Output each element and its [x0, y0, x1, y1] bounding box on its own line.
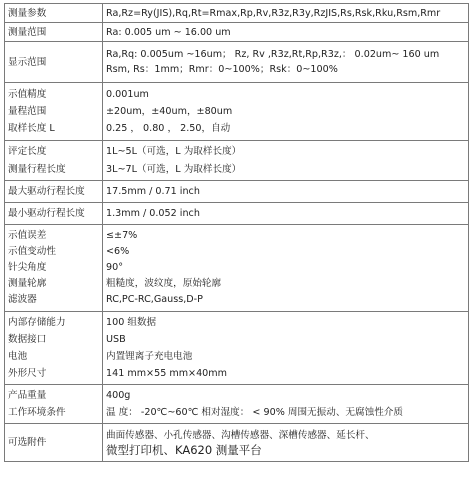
spec-value: 141 mm×55 mm×40mm: [106, 368, 227, 379]
spec-value: 3L~7L（可选，L 为取样长度）: [106, 163, 242, 175]
spec-value: 90°: [106, 262, 124, 273]
spec-value-cell: [103, 424, 469, 462]
spec-value-cell: [103, 203, 469, 225]
spec-label: 数据接口: [8, 334, 47, 345]
spec-table: [4, 3, 469, 462]
spec-row: [5, 23, 469, 42]
spec-label: 电池: [8, 351, 28, 362]
spec-row: [5, 181, 469, 203]
spec-row: [5, 141, 469, 181]
spec-label: 测量范围: [8, 26, 47, 38]
spec-value: 100 组数据: [106, 317, 157, 328]
spec-value: RC,PC-RC,Gauss,D-P: [106, 294, 203, 305]
spec-label: 测量参数: [8, 7, 47, 19]
spec-label-cell: [5, 23, 103, 42]
spec-value: 1L~5L（可选，L 为取样长度）: [106, 146, 242, 157]
spec-label-cell: [5, 385, 103, 424]
spec-label: 最小驱动行程长度: [8, 208, 85, 219]
spec-value: 粗糙度，波纹度，原始轮廓: [106, 278, 222, 289]
spec-row: [5, 385, 469, 424]
spec-value: ≤±7%: [106, 230, 138, 241]
spec-label-cell: [5, 4, 103, 23]
spec-value: <6%: [106, 246, 130, 257]
spec-value: 1.3mm / 0.052 inch: [106, 208, 200, 219]
spec-value: USB: [106, 334, 126, 345]
spec-value: Ra,Rz=Ry(JIS),Rq,Rt=Rmax,Rp,Rv,R3z,R3y,RzJIS,Rs,Rsk,Rku,Rsm,Rmr: [106, 7, 441, 19]
spec-label: 可选附件: [8, 437, 47, 448]
spec-label: 外形尺寸: [8, 368, 47, 379]
spec-value-cell: [103, 4, 469, 23]
spec-value-cell: [103, 181, 469, 203]
spec-label: 内部存储能力: [8, 317, 66, 328]
spec-label: 产品重量: [8, 390, 47, 401]
spec-label: 量程范围: [8, 106, 47, 117]
spec-label: 评定长度: [8, 146, 47, 157]
spec-label: 测量行程长度: [8, 163, 66, 175]
spec-value: 0.001um: [106, 89, 149, 100]
spec-label: 最大驱动行程长度: [8, 186, 85, 197]
spec-value-cell: [103, 23, 469, 42]
spec-label: 测量轮廓: [8, 278, 47, 289]
spec-label-cell: [5, 42, 103, 83]
spec-label: 示值变动性: [8, 246, 56, 257]
spec-label-cell: [5, 83, 103, 141]
spec-value: ±20um，±40um，±80um: [106, 106, 233, 117]
spec-value: Ra,Rq: 0.005um ~16um； Rz, Rv ,R3z,Rt,Rp,R3z,： 0.02um~ 160 um: [106, 49, 440, 60]
spec-value-cell: [103, 42, 469, 83]
spec-label: 示值精度: [8, 89, 47, 100]
spec-value: 17.5mm / 0.71 inch: [106, 186, 200, 197]
spec-value: 温 度： -20℃~60℃ 相对湿度： < 90% 周围无振动、无腐蚀性介质: [106, 407, 403, 418]
spec-label-cell: [5, 312, 103, 385]
spec-value-cell: [103, 225, 469, 312]
spec-label-cell: [5, 181, 103, 203]
spec-value-cell: [103, 141, 469, 181]
spec-value: 内置锂离子充电电池: [106, 351, 193, 362]
spec-value: 微型打印机、KA620 测量平台: [106, 442, 262, 457]
spec-label-cell: [5, 225, 103, 312]
spec-label-cell: [5, 141, 103, 181]
spec-value-cell: [103, 312, 469, 385]
spec-label-cell: [5, 203, 103, 225]
spec-label: 针尖角度: [8, 262, 47, 273]
spec-label: 示值误差: [8, 230, 47, 241]
spec-value-cell: [103, 385, 469, 424]
spec-row: [5, 4, 469, 23]
spec-label: 取样长度 L: [8, 123, 55, 134]
spec-label-cell: [5, 424, 103, 462]
spec-label: 工作环境条件: [8, 407, 66, 418]
spec-row: [5, 83, 469, 141]
spec-value: 曲面传感器、小孔传感器、沟槽传感器、深槽传感器、延长杆、: [106, 429, 375, 441]
spec-row: [5, 225, 469, 312]
spec-table-body: [5, 4, 469, 462]
spec-value: 400g: [106, 390, 131, 401]
spec-value: Rsm, Rs：1mm；Rmr：0~100%；Rsk：0~100%: [106, 64, 338, 75]
spec-value-cell: [103, 83, 469, 141]
spec-row: [5, 424, 469, 462]
spec-row: [5, 203, 469, 225]
spec-value: 0.25 ， 0.80 ， 2.50，自动: [106, 123, 231, 134]
spec-row: [5, 312, 469, 385]
spec-label: 显示范围: [8, 56, 47, 68]
spec-value: Ra: 0.005 um ~ 16.00 um: [106, 26, 231, 38]
spec-row: [5, 42, 469, 83]
spec-label: 滤波器: [8, 294, 37, 305]
